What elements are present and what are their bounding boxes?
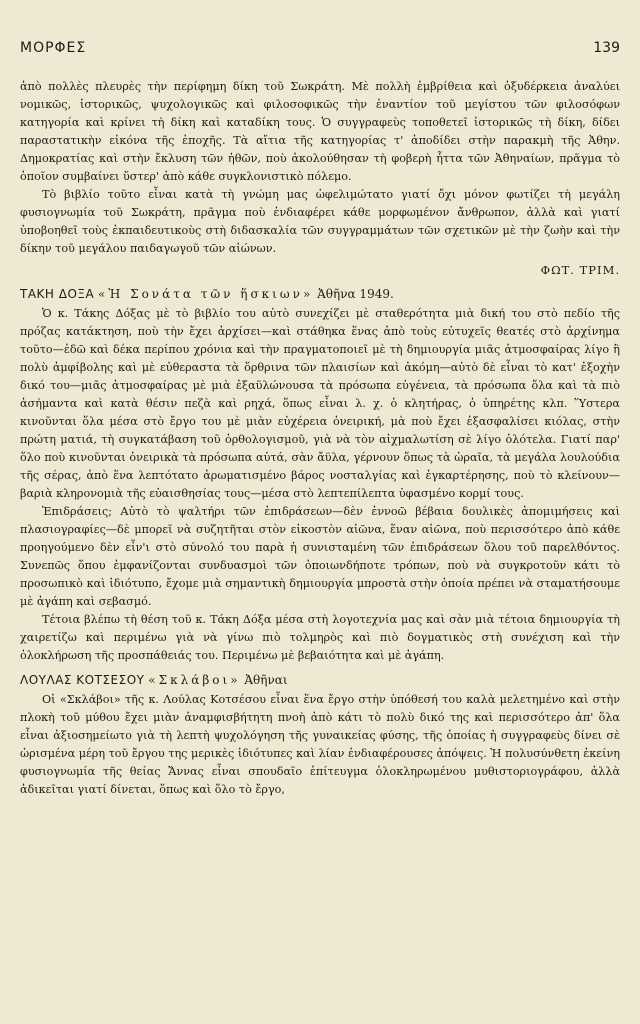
review2-paragraph: Ἐπιδράσεις; Αὐτὸ τὸ ψαλτήρι τῶν ἐπιδράσεων—δὲν ἐννοῶ βέβαια δουλικὲς ἀπομιμήσεις καὶ πλασιογραφίες—δὲ μπορεῖ νὰ συζητῆται στὸν εἰκοστὸν αἰῶνα, ἕναν αἰῶνα, ποὺ περισσότερο ἀπὸ κάθε προηγούμενο δὲν εἶν'ι στὸ σύνολό του παρὰ ἡ συνισταμένη τῶν ἐπιδράσεων ὅλου τοῦ παρελθόντος. Συνεπῶς ὅπου ἐμφανίζονται συνδυασμοὶ τῶν ὁποιωνδήποτε τρόπων, ποὺ νὰ συγκροτοῦν κάτι τὸ προσωπικὸ καὶ ἰδιότυπο, ἔχομε μιὰ σημαντικὴ δημιουργία μπροστὰ στὴν ὁποία πρέπει νὰ σταματήσουμε μὲ ἀγάπη καὶ σεβασμό. [20,505,620,608]
page-number: 139 [593,40,620,56]
review1-continuation: ἀπὸ πολλὲς πλευρὲς τὴν περίφημη δίκη τοῦ Σωκράτη. Μὲ πολλὴ ἐμβρίθεια καὶ ὀξυδέρκεια ἀναλύει νομικῶς, ἱστορικῶς, ψυχολογικῶς καὶ φιλοσοφικῶς τὴν ἐναντίον τοῦ μεγίστου τῶν φιλοσόφων κατηγορία καὶ κρίνει τὴ δίκη καὶ καταδίκη τους. Ὁ συγγραφεὺς τοποθετεῖ ἱστορικῶς τὴ δίκη, δίδει παραστατικὴν εἰκόνα τῆς ἐποχῆς. Τὰ αἴτια τῆς κατηγορίας τ' ἀποδίδει στὴν παρακμὴ τῆς Ἀθην. Δημοκρατίας καὶ στὴν ἔκλυση τῶν ἠθῶν, ποὺ ἀκολούθησαν τὴ φοβερὴ ἧττα τῶν Ἀθηναίων, πρᾶγμα τὸ ὁποῖον συμβαίνει ὕστερ' ἀπὸ κάθε συγκλονιστικὸ πόλεμο. [20,80,620,183]
journal-title: ΜΟΡΦΕΣ [20,40,87,56]
review2-paragraph: Τέτοια βλέπω τὴ θέση τοῦ κ. Τάκη Δόξα μέσα στὴ λογοτεχνία μας καὶ σὰν μιὰ τέτοια δημιουργία τὴ χαιρετίζω καὶ περιμένω γιὰ νὰ γίνω πιὸ τολμηρὸς καὶ πιὸ δογματικὸς στὴ συνέχιση καὶ τὴν ὁλοκλήρωση τῆς προσπάθειάς του. Περιμένω μὲ βεβαιότητα καὶ μὲ ἀγάπη. [20,613,620,662]
review2-title: «Ἡ Σονάτα τῶν ἥσκιων» [98,287,314,301]
review2-paragraph: Ὁ κ. Τάκης Δόξας μὲ τὸ βιβλίο του αὐτὸ συνεχίζει μὲ σταθερότητα μιὰ δική του στὸ πεδίο τῆς πρόζας κατάκτηση, ποὺ τὴν ἔχει ἀρχίσει—καὶ στάθηκα ἕνας ἀπὸ τοὺς εὐτυχεῖς θεατές στὸ ἀρχίνημα τοῦτο—ἐδῶ καὶ δέκα περίπου χρόνια καὶ τὴν πραγματοποιεῖ μὲ τὴ δημιουργία μιᾶς ἀτμοσφαίρας λίγο ἢ πολὺ ἀμφίβολης καὶ μὲ εὐθεραστα τὰ ὅρθρινα τῶν πλαισίων καὶ ἀκόμη—αὐτὸ δὲ εἶναι τὸ κατ' ἐξοχὴν δικό του—μιᾶς ἀτμοσφαίρας μὲ μιὰ ἐξαῦλώνουσα τὰ πρόσωπα εὐγένεια, τὰ πρόσωπα ὅλα καὶ τὰ πιὸ ἀσήμαντα καὶ κατὰ θέσιν πεζὰ καὶ ρηχά, ὅπως εἶναι λ. χ. ὁ κλητήρας, ὁ ὑπηρέτης κλπ. Ὕστερα κινοῦνται ὅλα μέσα στὸ ἔργο του μὲ μιὰν εὐχέρεια ὀνειρική, μὰ ποὺ ἔχει ἐξασφαλίσει κιόλας, στὴν πρώτη ματιά, τὴ συγκατάβαση τοῦ ὀρθολογισμοῦ, γιὰ νὰ τὸν αἰχμαλωτίση σὲ λίγο ὁλότελα. Γιατί παρ' ὅλο ποὺ κινοῦνται ὀνειρικὰ τὰ πρόσωπα αὐτά, σὰν ἄϋλα, γέρνουν ὅπως τὰ ὡραῖα, τὰ μεγάλα λουλούδια τῆς σέρας, ἀπὸ ἕνα λεπτότατο ἀρωματισμένο βάρος νοσταλγίας καὶ ἐγκαρτέρησης, ποὺ τὸ κλείνουν—βαριὰ κληρονομιὰ τῆς εὐαισθησίας τους—μέσα στὸ λεπτεπίλεπτα ὑφασμένο κορμί τους. [20,307,620,500]
review2-place-year: Ἀθῆνα 1949. [317,287,394,301]
review3-title: «Σκλάβοι» [148,673,241,687]
review2-author: ΤΑΚΗ ΔΟΞΑ [20,287,95,301]
review3-place: Ἀθῆναι [244,673,288,687]
review3-author: ΛΟΥΛΑΣ ΚΟΤΣΕΣΟΥ [20,673,145,687]
page-header [20,40,620,56]
review2-heading [20,285,620,303]
review1-signature: ΦΩΤ. ΤΡΙΜ. [540,263,620,277]
review3-heading [20,671,620,689]
page-body [20,78,620,799]
review1-paragraph: Τὸ βιβλίο τοῦτο εἶναι κατὰ τὴ γνώμη μας ὠφελιμώτατο γιατί ὄχι μόνον φωτίζει τὴ μεγάλη φυσιογνωμία τοῦ Σωκράτη, πρᾶγμα ποὺ ἐνδιαφέρει κάθε μορφωμένον ἄνθρωπον, ἀλλὰ καὶ γιατί ὑποβοηθεῖ τοὺς ἐκπαιδευτικοὺς στὴ διδασκαλία τῶν συγγραμμάτων τῶν σχετικῶν μὲ τὴν ζωὴν καὶ τὴν δίκην τοῦ μεγάλου παιδαγωγοῦ τῶν αἰώνων. [20,188,620,255]
review3-paragraph: Οἱ «Σκλάβοι» τῆς κ. Λούλας Κοτσέσου εἶναι ἕνα ἔργο στὴν ὑπόθεσή του καλὰ μελετημένο καὶ στὴν πλοκὴ τοῦ μύθου ἔχει μιὰν ἀναμφισβήτητη πνοὴ ἀπὸ κάτι τὸ πολὺ δικό της καὶ περισσότερο ἀπ' ὅλα εἶναι ἀξιοσημείωτο γιὰ τὴ λεπτὴ ψυχολόγηση τῆς γυναικείας φύσης, τῆς ὁποίας ἡ συγγραφεὺς δίνει σὲ ὡρισμένα μέρη τοῦ ἔργου της μερικὲς ἰδιότυπες καὶ λίαν ἐνδιαφέρουσες ἀπόψεις. Ἡ πολυσύνθετη ἐκείνη φυσιογνωμία τῆς θείας Ἄννας εἶναι σπουδαῖο ἐπίτευγμα ὁλοκληρωμένου μυθιστοριογράφου, ἀλλὰ ἀδικεῖται γιατί δίνεται, ὅπως καὶ ὅλο τὸ ἔργο, [20,693,620,796]
